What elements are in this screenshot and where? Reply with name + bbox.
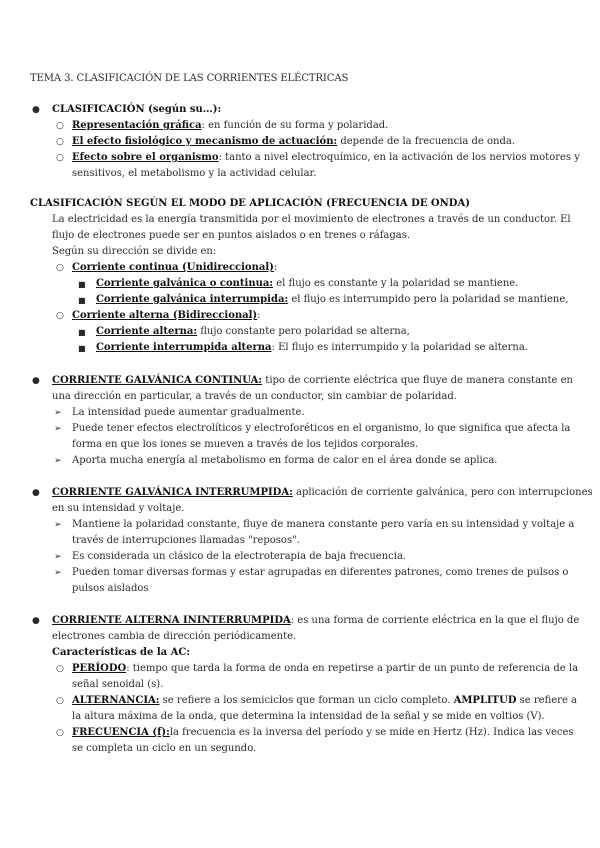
frecuencia-item-cont: se completa un ciclo en un segundo. — [72, 743, 257, 754]
ginterrumpida-item-cont: través de interrupciones llamadas "reposos". — [72, 535, 300, 546]
clasificacion-item: El efecto fisiológico y mecanismo de actuación: depende de la frecuencia de onda. — [72, 136, 516, 147]
bullet-icon: ● — [32, 105, 40, 115]
square-bullet-icon: ■ — [78, 328, 86, 337]
clasificacion-item-cont: sensitivos, el metabolismo y la actividad celular. — [72, 168, 317, 179]
circle-bullet-icon: ○ — [56, 121, 64, 131]
continua-subitem: Corriente galvánica interrumpida: el flujo es interrumpido pero la polaridad se mantiene, — [96, 294, 569, 305]
alternancia-item-cont: la altura máxima de la onda, que determina la intensidad de la señal y se mide en voltios (V). — [72, 711, 545, 722]
modo-paragraph: La electricidad es la energía transmitida por el movimiento de electrones a través de un conductor. El — [52, 214, 571, 225]
square-bullet-icon: ■ — [78, 280, 86, 289]
modo-heading: CLASIFICACIÓN SEGÚN EL MODO DE APLICACIÓN (FRECUENCIA DE ONDA) — [30, 198, 470, 209]
alterna-subitem: Corriente interrumpida alterna: El flujo es interrumpido y la polaridad se alterna. — [96, 342, 529, 353]
ginterrumpida-item: Pueden tomar diversas formas y estar agrupadas en diferentes patrones, como trenes de pulsos o — [72, 567, 569, 578]
bullet-icon: ● — [32, 376, 40, 386]
frecuencia-item: FRECUENCIA (f):la frecuencia es la inversa del período y se mide en Hertz (Hz). Indica las veces — [72, 727, 574, 738]
continua-item: Corriente continua (Unidireccional): — [72, 262, 278, 273]
alterna-subheading: Características de la AC: — [52, 647, 191, 658]
ginterrumpida-item: Mantiene la polaridad constante, fluye de manera constante pero varía en su intensidad y voltaje a — [72, 519, 575, 530]
circle-bullet-icon: ○ — [56, 728, 64, 738]
alterna-line: CORRIENTE ALTERNA ININTERRUMPIDA: es una forma de corriente eléctrica en la que el flujo de — [52, 615, 580, 626]
alterna-subitem: Corriente alterna: flujo constante pero polaridad se alterna, — [96, 326, 410, 337]
arrow-bullet-icon: ➢ — [54, 568, 62, 578]
ginterrumpida-item: Es considerada un clásico de la electroterapia de baja frecuencia. — [72, 551, 407, 562]
ginterrumpida-item-cont: pulsos aislados — [72, 583, 149, 594]
circle-bullet-icon: ○ — [56, 696, 64, 706]
clasificacion-heading: CLASIFICACIÓN (según su…): — [52, 104, 222, 115]
arrow-bullet-icon: ➢ — [54, 456, 62, 466]
alterna-item: Corriente alterna (Bidireccional): — [72, 310, 261, 321]
periodo-item-cont: señal senoidal (s). — [72, 679, 164, 690]
arrow-bullet-icon: ➢ — [54, 424, 62, 434]
bullet-icon: ● — [32, 488, 40, 498]
ginterrumpida-line: en su intensidad y voltaje. — [52, 503, 185, 514]
gcontinua-line: una dirección en particular, a través de un conductor, sin cambiar de polaridad. — [52, 391, 457, 402]
circle-bullet-icon: ○ — [56, 137, 64, 147]
gcontinua-line: CORRIENTE GALVÁNICA CONTINUA: tipo de corriente eléctrica que fluye de manera constante en — [52, 375, 573, 386]
circle-bullet-icon: ○ — [56, 664, 64, 674]
gcontinua-item: Aporta mucha energía al metabolismo en forma de calor en el área donde se aplica. — [72, 455, 498, 466]
gcontinua-item: La intensidad puede aumentar gradualmente. — [72, 407, 305, 418]
gcontinua-item: Puede tener efectos electrolíticos y electroforéticos en el organismo, lo que significa que afecta la — [72, 423, 571, 434]
modo-paragraph: Según su dirección se divide en: — [52, 246, 217, 257]
clasificacion-item: Representación gráfica: en función de su forma y polaridad. — [72, 120, 389, 131]
gcontinua-item-cont: forma en que los iones se mueven a través de los tejidos corporales. — [72, 439, 419, 450]
bullet-icon: ● — [32, 616, 40, 626]
clasificacion-item: Efecto sobre el organismo: tanto a nivel electroquímico, en la activación de los nervios motores y — [72, 152, 580, 163]
periodo-item: PERÍODO: tiempo que tarda la forma de onda en repetirse a partir de un punto de referencia de la — [72, 663, 579, 674]
arrow-bullet-icon: ➢ — [54, 552, 62, 562]
page-title: TEMA 3. CLASIFICACIÓN DE LAS CORRIENTES ELÉCTRICAS — [30, 73, 349, 84]
circle-bullet-icon: ○ — [56, 153, 64, 163]
continua-subitem: Corriente galvánica o continua: el flujo es constante y la polaridad se mantiene. — [96, 278, 519, 289]
circle-bullet-icon: ○ — [56, 263, 64, 273]
alterna-line: electrones cambia de dirección periódicamente. — [52, 631, 297, 642]
alternancia-item: ALTERNANCIA: se refiere a los semiciclos que forman un ciclo completo. AMPLITUD se refiere a — [72, 695, 578, 706]
square-bullet-icon: ■ — [78, 296, 86, 305]
ginterrumpida-line: CORRIENTE GALVÁNICA INTERRUMPIDA: aplicación de corriente galvánica, pero con interrupciones — [52, 487, 593, 498]
circle-bullet-icon: ○ — [56, 311, 64, 321]
arrow-bullet-icon: ➢ — [54, 408, 62, 418]
arrow-bullet-icon: ➢ — [54, 520, 62, 530]
square-bullet-icon: ■ — [78, 344, 86, 353]
modo-paragraph: flujo de electrones puede ser en puntos aislados o en trenes o ráfagas. — [52, 230, 411, 241]
